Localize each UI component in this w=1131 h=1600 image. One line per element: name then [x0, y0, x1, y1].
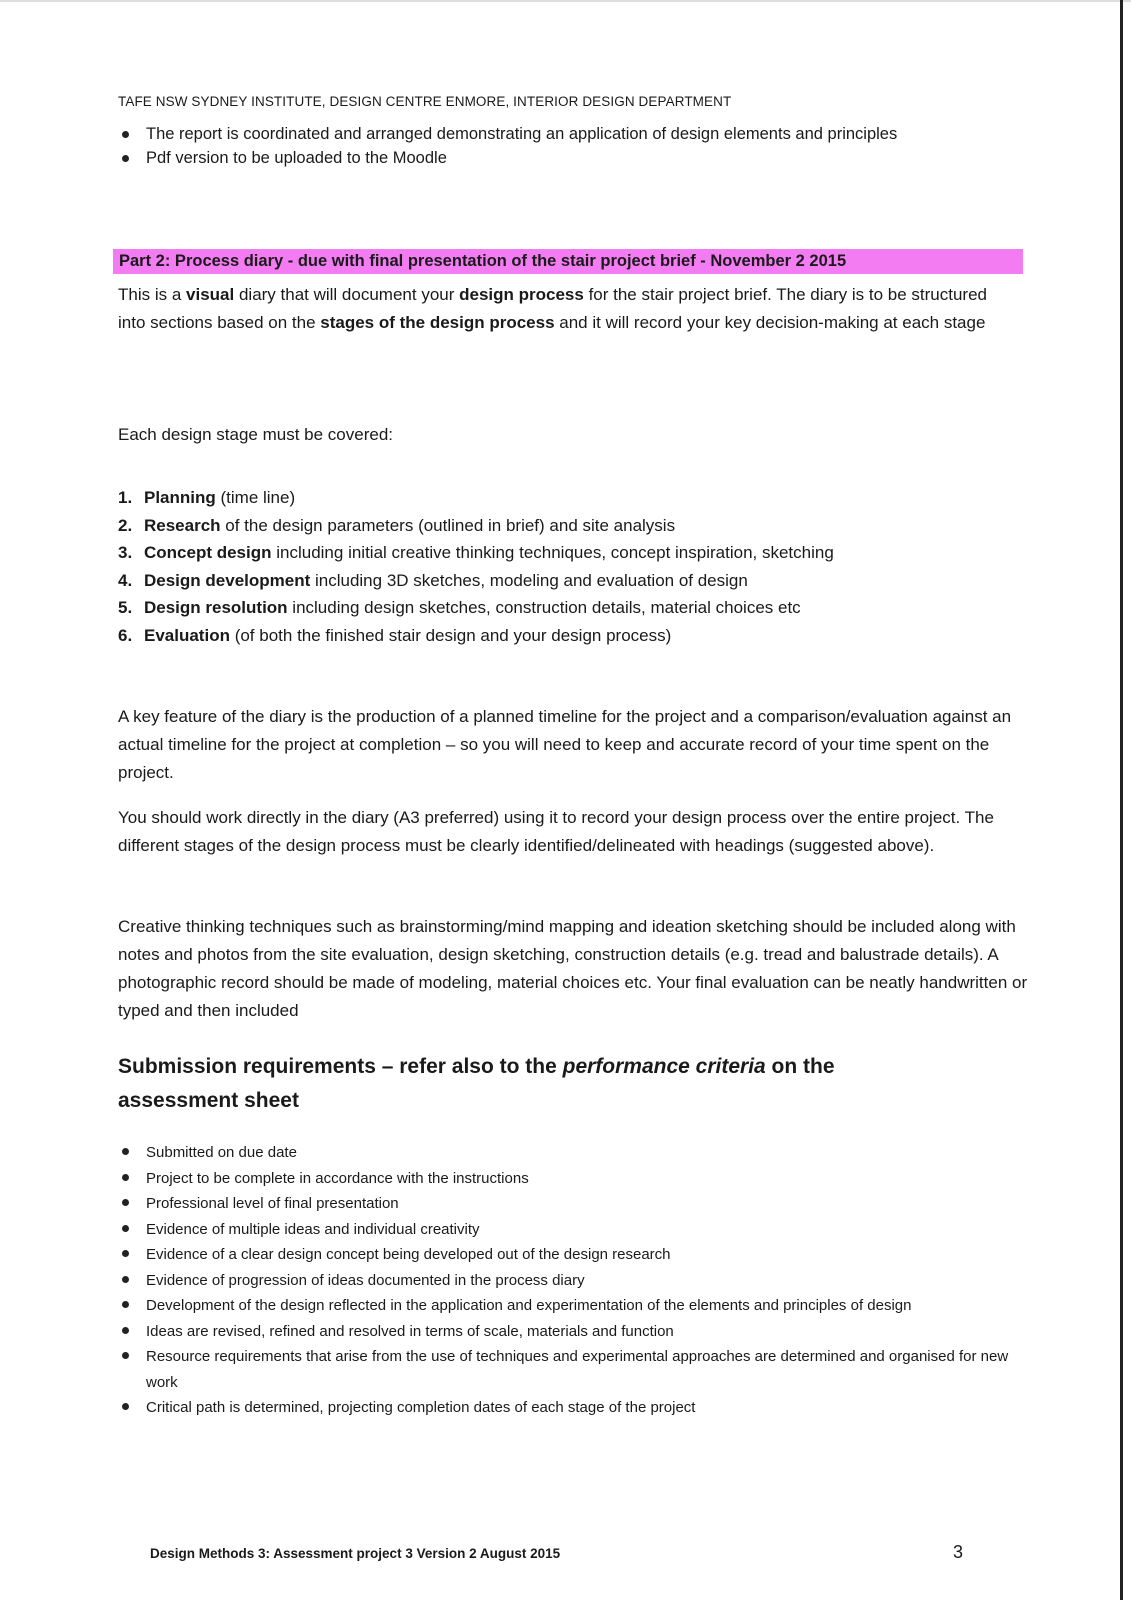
- text: diary that will document your: [234, 285, 460, 304]
- stage-text: including 3D sketches, modeling and evaluation of design: [310, 570, 748, 590]
- list-item: [118, 484, 1038, 512]
- list-item: Evidence of multiple ideas and individual creativity: [118, 1217, 1038, 1243]
- text: for the stair project brief. The diary is to be structured into sections based on the: [118, 285, 987, 332]
- item-number: 3.: [118, 543, 133, 562]
- list-item: Resource requirements that arise from the use of techniques and experimental approaches are determined and organised for new work: [118, 1344, 1038, 1395]
- list-item: [118, 622, 1038, 650]
- stage-title: Research: [144, 515, 221, 535]
- list-item: Evidence of progression of ideas documented in the process diary: [118, 1268, 1038, 1294]
- list-item: Ideas are revised, refined and resolved in terms of scale, materials and function: [118, 1319, 1038, 1345]
- stage-text: (time line): [215, 488, 296, 507]
- list-item: [118, 539, 1038, 567]
- list-item: [118, 594, 1038, 622]
- bold-text: design process: [459, 285, 584, 304]
- part2-heading: Part 2: Process diary - due with final presentation of the stair project brief - November 2 2015: [113, 249, 1023, 274]
- bold-text: stages of the design process: [320, 313, 555, 332]
- list-item: [118, 567, 1038, 595]
- scan-top-edge: [0, 0, 1131, 2]
- stage-text: including initial creative thinking techniques, concept inspiration, sketching: [271, 543, 834, 562]
- text: This is a: [118, 285, 187, 304]
- report-bullets: [118, 122, 1018, 170]
- list-item: Critical path is determined, projecting completion dates of each stage of the project: [118, 1395, 1038, 1421]
- institution-header: TAFE NSW SYDNEY INSTITUTE, DESIGN CENTRE ENMORE, INTERIOR DESIGN DEPARTMENT: [118, 94, 732, 109]
- page-number: 3: [953, 1542, 964, 1562]
- bold-text: visual: [186, 285, 235, 304]
- stage-text: including design sketches, construction details, material choices etc: [287, 598, 801, 617]
- list-item: Pdf version to be uploaded to the Moodle: [118, 146, 1018, 170]
- footer-text: Design Methods 3: Assessment project 3 Version 2 August 2015: [150, 1546, 561, 1561]
- submission-heading: [118, 1050, 938, 1118]
- creative-paragraph: Creative thinking techniques such as brainstorming/mind mapping and ideation sketching should be included along with notes and photos from the site evaluation, design sketching, construction details (e.g. tread and balustrade details). A photographic record should be made of modeling, material choices etc. Your final evaluation can be neatly handwritten or typed and then included: [118, 917, 1028, 1020]
- design-stages-list: [118, 484, 1038, 649]
- item-number: 5.: [118, 598, 133, 617]
- item-number: 6.: [118, 625, 133, 645]
- text: and it will record your key decision-making at each stage: [554, 313, 986, 332]
- text: Submission requirements – refer also to the: [118, 1055, 563, 1078]
- stage-text: (of both the finished stair design and your design process): [229, 625, 672, 645]
- italic-text: performance criteria: [562, 1055, 766, 1078]
- stage-title: Planning: [144, 488, 216, 507]
- stage-title: Evaluation: [144, 625, 230, 645]
- list-item: Development of the design reflected in the application and experimentation of the elements and principles of design: [118, 1293, 1038, 1319]
- timeline-paragraph: A key feature of the diary is the production of a planned timeline for the project and a comparison/evaluation against an actual timeline for the project at completion – so you will need to keep and accurate record of your time spent on the project.: [118, 707, 1012, 782]
- stage-title: Design development: [144, 570, 311, 590]
- stage-title: Concept design: [144, 543, 272, 562]
- list-item: Submitted on due date: [118, 1140, 1038, 1166]
- item-number: 1.: [118, 488, 133, 507]
- scan-right-edge: [1120, 0, 1123, 1600]
- item-number: 4.: [118, 570, 133, 590]
- intro-paragraph: [118, 281, 1018, 337]
- list-item: Project to be complete in accordance with the instructions: [118, 1166, 1038, 1192]
- list-item: Professional level of final presentation: [118, 1191, 1038, 1217]
- requirements-list: [118, 1140, 1038, 1421]
- stage-text: of the design parameters (outlined in brief) and site analysis: [220, 515, 676, 535]
- list-item: Evidence of a clear design concept being developed out of the design research: [118, 1242, 1038, 1268]
- work-paragraph: You should work directly in the diary (A3 preferred) using it to record your design process over the entire project. The different stages of the design process must be clearly identified/delineated with headings (suggested above).: [118, 808, 994, 855]
- item-number: 2.: [118, 515, 133, 535]
- text: on the assessment sheet: [118, 1055, 835, 1112]
- list-item: The report is coordinated and arranged demonstrating an application of design elements and principles: [118, 122, 1018, 146]
- list-item: [118, 512, 1038, 540]
- stage-title: Design resolution: [144, 598, 288, 617]
- stages-intro: Each design stage must be covered:: [118, 425, 393, 444]
